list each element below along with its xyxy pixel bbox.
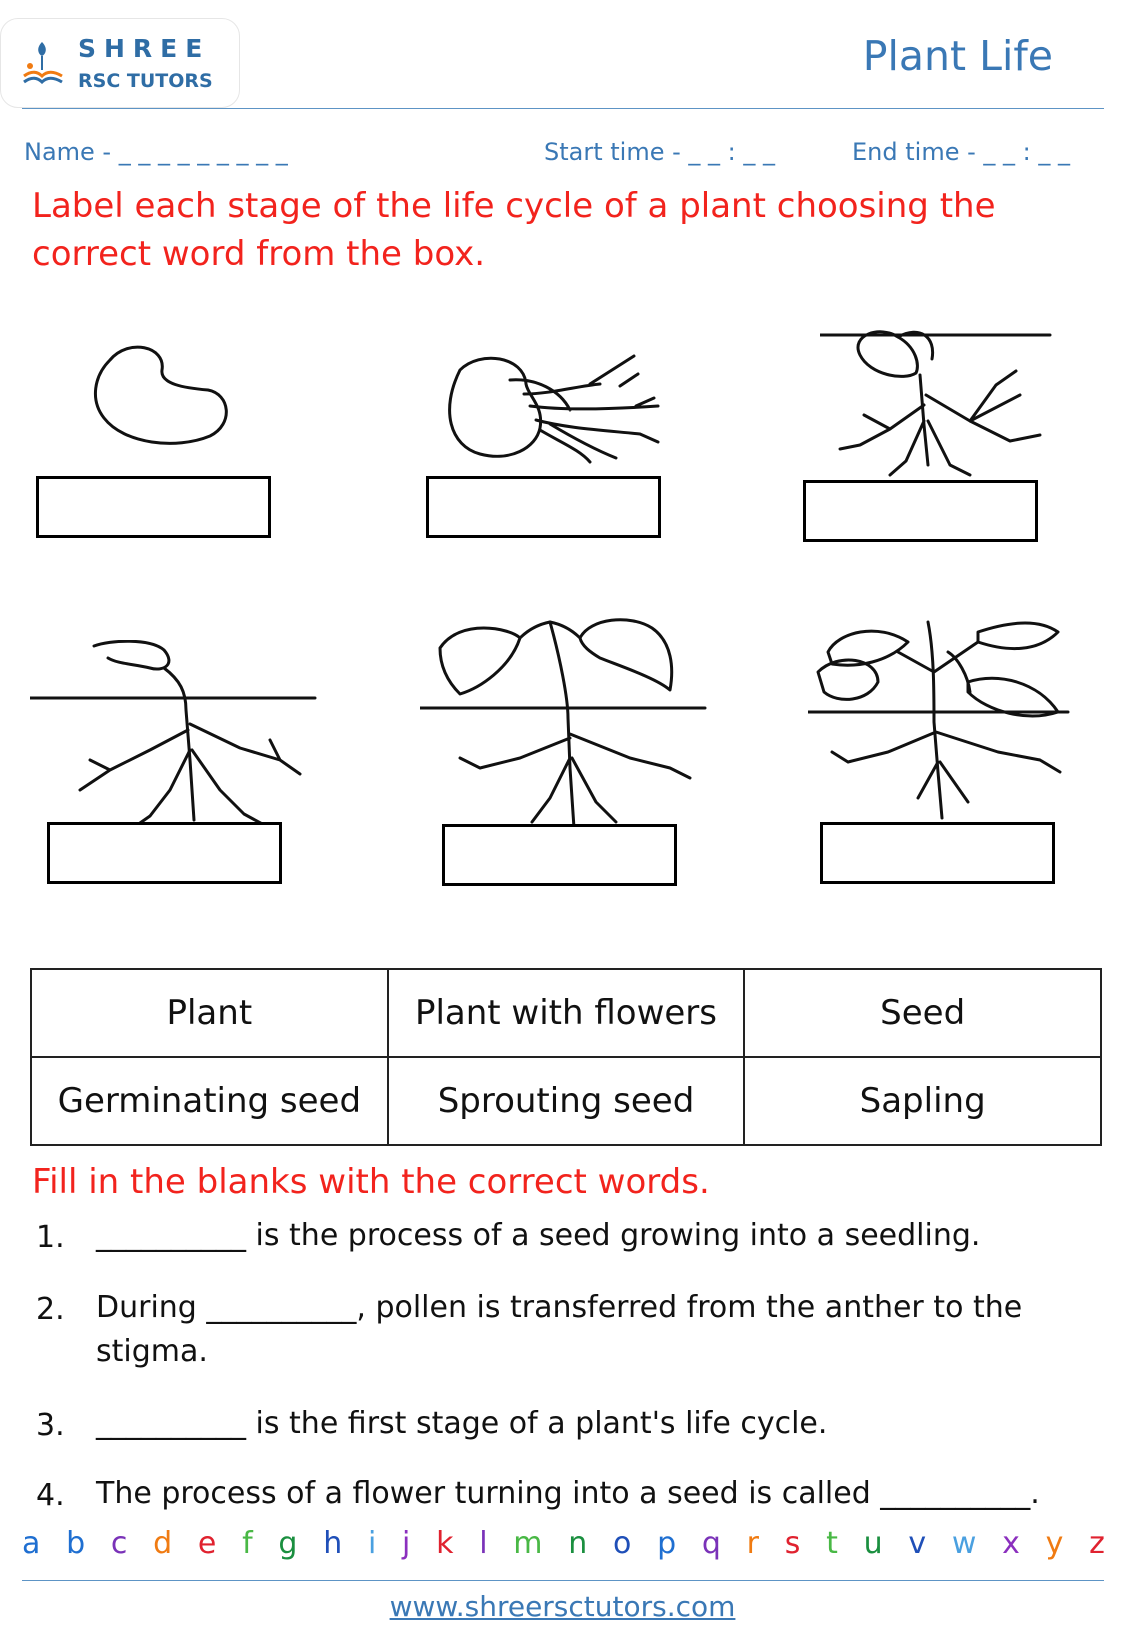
question-number: 2. [36,1292,65,1327]
alphabet-letter: k [436,1526,454,1561]
word-bank-cell: Sapling [744,1057,1101,1145]
logo-icon [18,36,68,92]
stage-3-answer-box[interactable] [803,480,1038,542]
alphabet-letter: i [367,1526,377,1561]
alphabet-letter: o [613,1526,632,1561]
word-bank-row [31,969,1101,1057]
alphabet-letter: c [110,1526,128,1561]
alphabet-letter: x [1002,1526,1020,1561]
plant-icon [808,612,1078,832]
section-1-instruction: Label each stage of the life cycle of a plant choosing the correct word from the box. [32,186,996,274]
brand-name: SHREE [78,34,211,63]
germinating-seed-icon [440,350,680,470]
question-text[interactable]: During __________, pollen is transferred from the anther to the stigma. [96,1290,1023,1369]
alphabet-letter: e [197,1526,217,1561]
start-time-field[interactable]: Start time - _ _ : _ _ [544,138,775,166]
question-text[interactable]: __________ is the first stage of a plant's life cycle. [96,1406,828,1441]
stage-1-answer-box[interactable] [36,476,271,538]
stage-4-answer-box[interactable] [47,822,282,884]
seedling-icon [30,640,320,840]
question-number: 4. [36,1478,65,1513]
question-number: 1. [36,1220,65,1255]
word-bank-cell: Plant with flowers [388,969,745,1057]
alphabet-strip [22,1526,1105,1570]
alphabet-letter: y [1045,1526,1064,1561]
footer-divider [22,1580,1104,1581]
header-divider [22,108,1104,109]
footer-link[interactable]: www.shreersctutors.com [389,1590,736,1623]
word-bank-cell: Germinating seed [31,1057,388,1145]
brand-subname: RSC TUTORS [78,70,213,92]
page-title: Plant Life [862,32,1053,80]
alphabet-letter: l [479,1526,488,1561]
stage-6-answer-box[interactable] [820,822,1055,884]
alphabet-letter: z [1089,1526,1105,1561]
alphabet-letter: g [278,1526,298,1561]
alphabet-letter: u [863,1526,883,1561]
sapling-icon [420,618,710,838]
alphabet-letter: a [22,1526,41,1561]
alphabet-letter: j [402,1526,411,1561]
alphabet-letter: m [513,1526,543,1561]
question-text[interactable]: The process of a flower turning into a seed is called __________. [96,1476,1040,1511]
alphabet-letter: f [242,1526,253,1561]
name-field[interactable]: Name - _ _ _ _ _ _ _ _ _ [24,138,288,166]
stage-2-answer-box[interactable] [426,476,661,538]
alphabet-letter: t [826,1526,838,1561]
seed-icon [88,340,238,450]
alphabet-letter: w [951,1526,977,1561]
alphabet-letter: h [323,1526,343,1561]
alphabet-letter: r [746,1526,760,1561]
end-time-field[interactable]: End time - _ _ : _ _ [852,138,1070,166]
section-2-instruction: Fill in the blanks with the correct words. [32,1162,710,1202]
alphabet-letter: b [66,1526,86,1561]
word-bank-row [31,1057,1101,1145]
alphabet-letter: v [908,1526,927,1561]
stage-5-answer-box[interactable] [442,824,677,886]
word-bank-table [30,968,1102,1146]
sprouting-seed-icon [820,325,1070,485]
word-bank-cell: Sprouting seed [388,1057,745,1145]
question-number: 3. [36,1408,65,1443]
alphabet-letter: s [784,1526,801,1561]
alphabet-letter: p [657,1526,677,1561]
word-bank-cell: Seed [744,969,1101,1057]
alphabet-letter: d [153,1526,173,1561]
alphabet-letter: n [568,1526,588,1561]
alphabet-letter: q [701,1526,721,1561]
question-text[interactable]: __________ is the process of a seed growing into a seedling. [96,1218,981,1253]
word-bank-cell: Plant [31,969,388,1057]
